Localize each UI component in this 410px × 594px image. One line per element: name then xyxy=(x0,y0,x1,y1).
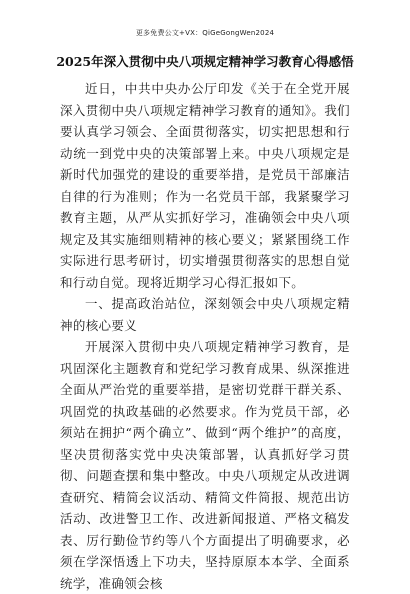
document-body xyxy=(60,78,350,594)
section-heading-1: 一、提高政治站位，深刻领会中央八项规定精神的核心要义 xyxy=(60,296,350,333)
paragraph-intro: 近日，中共中央办公厅印发《关于在全党开展深入贯彻中央八项规定精神学习教育的通知》。我们要认真学习领会、全面贯彻落实，切实把思想和行动统一到党中央的决策部署上来。中央八项规定是新时代加强党的建设的重要举措，是党员干部廉洁自律的行为准则；作为一名党员干部，我紧聚学习教育主题，从严从实抓好学习，准确领会中央八项规定及其实施细则精神的核心要义；紧紧围绕工作实际进行思考研讨，切实增强贯彻落实的思想自觉和行动自觉。现将近期学习心得汇报如下。 xyxy=(60,81,350,290)
paragraph-section-1: 开展深入贯彻中央八项规定精神学习教育，是巩固深化主题教育和党纪学习教育成果、纵深推进全面从严治党的重要举措，是密切党群干群关系、巩固党的执政基础的必然要求。作为党员干部，必须站在拥护“两个确立”、做到“两个维护”的高度，坚决贯彻落实党中央决策部署，认真抓好学习贯彻、问题查摆和集中整改。中央八项规定从改进调查研究、精简会议活动、精简文件简报、规范出访活动、改进警卫工作、改进新闻报道、严格文稿发表、厉行勤俭节约等八个方面提出了明确要求，必须在学深悟透上下功夫，坚持原原本本学、全面系统学，准确领会核 xyxy=(60,339,350,591)
header-note: 更多免费公文+VX：QiGeGongWen2024 xyxy=(135,29,275,37)
document-title: 2025年深入贯彻中央八项规定精神学习教育心得感悟 xyxy=(56,54,354,69)
